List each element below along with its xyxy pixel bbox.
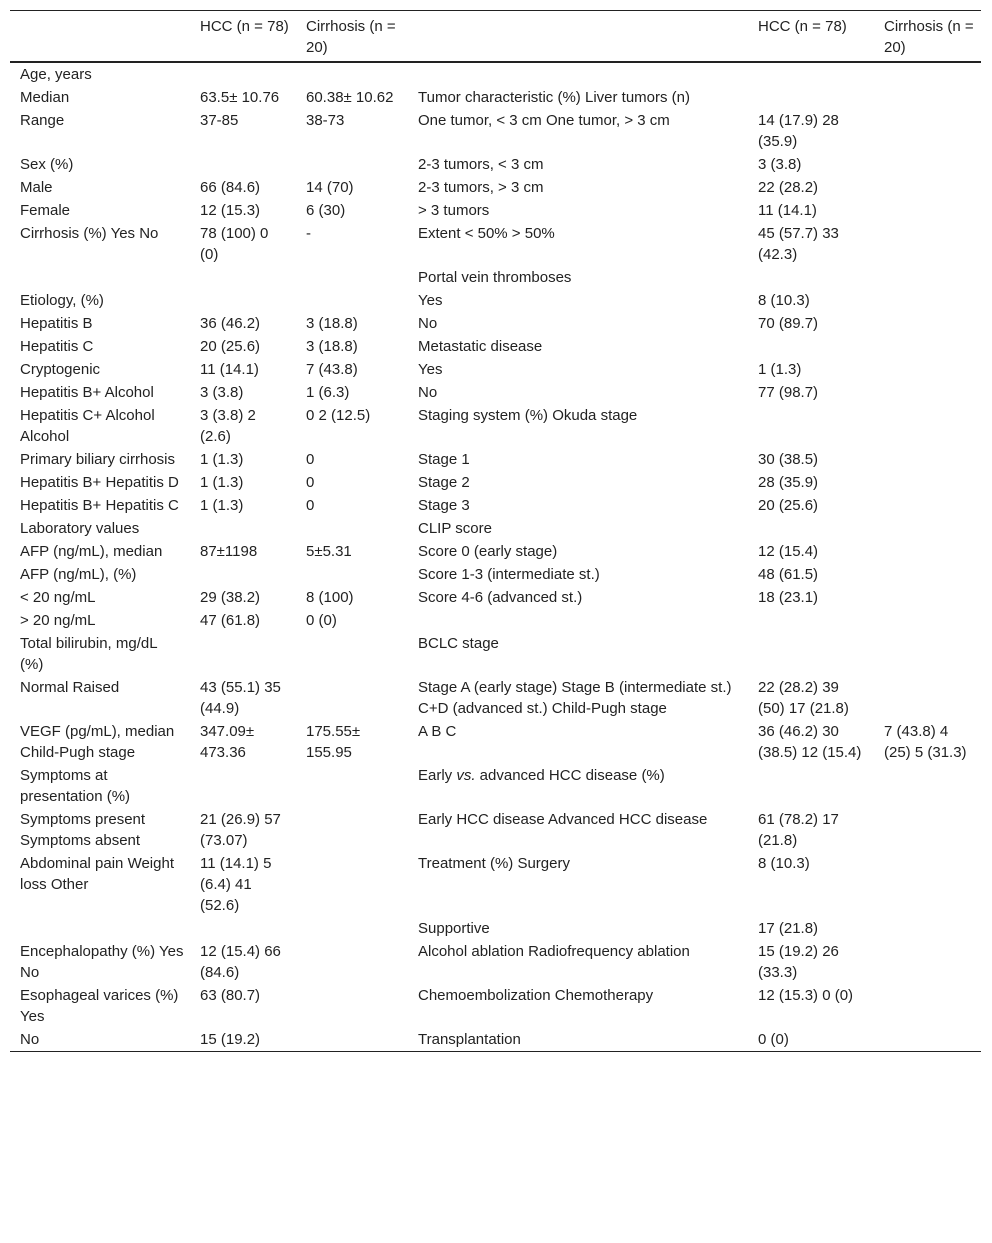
table-cell [874,199,981,222]
table-cell: Age, years [20,66,92,83]
table-cell [748,86,874,109]
table-cell: 3 (3.8) 2 (2.6) [200,407,256,445]
table-cell: 17 (21.8) [758,920,819,937]
table-cell: 78 (100) 0 (0) [200,225,269,263]
table-row [10,86,981,109]
table-cell: Score 0 (early stage) [418,543,558,560]
table-row [10,609,981,632]
table-cell: 15 (19.2) [200,1031,261,1048]
table-cell: Esophageal varices (%) Yes [20,987,179,1025]
table-cell: Chemoembolization Chemotherapy [418,987,654,1004]
table-cell: 43 (55.1) 35 (44.9) [200,679,281,717]
table-row [10,720,981,764]
table-cell: Cirrhosis (%) Yes No [20,225,159,242]
table-cell: Supportive [418,920,490,937]
table-cell [874,312,981,335]
table-cell: 45 (57.7) 33 (42.3) [758,225,839,263]
table-row [10,494,981,517]
table-cell: 5±5.31 [306,543,352,560]
table-cell: 3 (18.8) [306,315,358,332]
table-cell: 11 (14.1) [200,361,259,378]
table-row [10,335,981,358]
table-cell: Portal vein thromboses [418,269,572,286]
table-cell: A B C [418,723,457,740]
table-cell [296,62,408,86]
table-cell [874,563,981,586]
table-cell: 63.5± 10.76 [200,89,280,106]
table-cell: 3 (18.8) [306,338,358,355]
table-row [10,676,981,720]
table-cell: Score 1-3 (intermediate st.) [418,566,600,583]
table-cell [10,917,190,940]
table-cell [10,266,190,289]
table-cell: > 3 tumors [418,202,490,219]
table-cell: Stage A (early stage) Stage B (intermediate st.) C+D (advanced st.) Child-Pugh stage [418,679,732,717]
table-cell [874,494,981,517]
table-cell: 63 (80.7) [200,987,261,1004]
table-cell: 15 (19.2) 26 (33.3) [758,943,839,981]
table-cell [874,1028,981,1052]
table-cell: Hepatitis B+ Alcohol [20,384,154,401]
table-cell: 1 (1.3) [200,497,244,514]
table-cell: Hepatitis C+ Alcohol Alcohol [20,407,155,445]
table-row [10,632,981,676]
table-cell: Cryptogenic [20,361,101,378]
table-cell: 0 (0) [758,1031,789,1048]
table-row [10,984,981,1028]
table-cell: No [20,1031,40,1048]
table-cell: Primary biliary cirrhosis [20,451,176,468]
table-cell [190,266,296,289]
table-cell: Normal Raised [20,679,120,696]
table-row [10,289,981,312]
table-cell: 77 (98.7) [758,384,819,401]
table-cell [874,471,981,494]
table-cell: Transplantation [418,1031,521,1048]
table-row [10,153,981,176]
table-cell [874,517,981,540]
table-cell [874,153,981,176]
table-row [10,540,981,563]
table-cell [874,609,981,632]
table-row [10,62,981,86]
table-cell [296,563,408,586]
table-row [10,448,981,471]
table-cell: 36 (46.2) 30 (38.5) 12 (15.4) [758,723,862,761]
table-cell: 28 (35.9) [758,474,819,491]
table-cell [874,86,981,109]
table-cell [874,632,981,676]
table-row [10,381,981,404]
table-cell: Early HCC disease Advanced HCC disease [418,811,708,828]
table-cell [874,176,981,199]
table-cell: - [306,225,311,242]
table-cell [296,917,408,940]
table-cell: CLIP score [418,520,492,537]
table-cell: 0 2 (12.5) [306,407,371,424]
table-row [10,176,981,199]
table-cell: Male [20,179,53,196]
table-cell: 12 (15.3) 0 (0) [758,987,854,1004]
table-cell [874,381,981,404]
table-row [10,404,981,448]
table-row [10,517,981,540]
header-cell: Cirrhosis (n = 20) [884,18,974,56]
table-row [10,358,981,381]
table-cell [874,358,981,381]
table-cell: Range [20,112,65,129]
table-cell: 22 (28.2) 39 (50) 17 (21.8) [758,679,849,717]
header-cell [408,11,748,63]
table-cell [874,335,981,358]
table-cell: 7 (43.8) 4 (25) 5 (31.3) [884,723,967,761]
table-cell: Metastatic disease [418,338,543,355]
table-row [10,266,981,289]
table-cell [296,632,408,676]
table-cell: 8 (10.3) [758,855,810,872]
table-cell: BCLC stage [418,635,499,652]
table-cell [190,563,296,586]
table-cell [296,764,408,808]
table-cell [748,632,874,676]
table-cell: 29 (38.2) [200,589,261,606]
table-cell: 66 (84.6) [200,179,261,196]
table-cell [748,517,874,540]
table-cell: Female [20,202,71,219]
table-cell [190,517,296,540]
table-cell [874,448,981,471]
table-cell: 1 (1.3) [758,361,802,378]
table-cell: Staging system (%) Okuda stage [418,407,638,424]
table-cell: 21 (26.9) 57 (73.07) [200,811,281,849]
header-row [10,11,981,63]
table-cell: 3 (3.8) [758,156,802,173]
table-cell: Etiology, (%) [20,292,104,309]
table-row [10,471,981,494]
table-cell: AFP (ng/mL), (%) [20,566,137,583]
table-cell [748,764,874,808]
table-cell: 11 (14.1) [758,202,817,219]
table-row [10,852,981,917]
table-cell: 8 (100) [306,589,354,606]
table-cell: AFP (ng/mL), median [20,543,163,560]
table-cell [874,289,981,312]
table-cell: 60.38± 10.62 [306,89,394,106]
table-cell: 61 (78.2) 17 (21.8) [758,811,839,849]
table-cell [190,62,296,86]
data-table-container [10,10,981,1052]
table-cell: One tumor, < 3 cm One tumor, > 3 cm [418,112,670,129]
hcc-cirrhosis-table [10,10,981,1052]
table-cell [874,917,981,940]
table-cell: 0 [306,474,315,491]
table-cell: Tumor characteristic (%) Liver tumors (n) [418,89,690,106]
table-cell [190,917,296,940]
header-cell: HCC (n = 78) [200,18,289,35]
table-body [10,62,981,1052]
table-cell: 6 (30) [306,202,346,219]
table-cell: 8 (10.3) [758,292,810,309]
table-cell: Median [20,89,70,106]
table-cell: 0 (0) [306,612,337,629]
table-cell [874,586,981,609]
table-cell [296,852,408,917]
table-cell: Stage 1 [418,451,470,468]
table-cell [874,62,981,86]
table-cell: 175.55± 155.95 [306,723,361,761]
table-cell: 20 (25.6) [200,338,261,355]
table-cell [874,764,981,808]
table-cell: 12 (15.3) [200,202,261,219]
table-cell: 14 (70) [306,179,354,196]
table-cell [190,764,296,808]
table-cell: Symptoms present Symptoms absent [20,811,146,849]
table-cell: Stage 2 [418,474,470,491]
table-cell: 20 (25.6) [758,497,819,514]
table-cell: Sex (%) [20,156,74,173]
table-cell [408,62,748,86]
table-cell: 47 (61.8) [200,612,261,629]
table-cell: Hepatitis B+ Hepatitis D [20,474,179,491]
table-cell [190,289,296,312]
table-cell: 48 (61.5) [758,566,819,583]
table-cell: VEGF (pg/mL), median Child-Pugh stage [20,723,175,761]
table-cell: Yes [418,361,443,378]
table-cell: 38-73 [306,112,345,129]
table-cell: Yes [418,292,443,309]
table-cell [296,808,408,852]
table-cell [874,676,981,720]
table-cell [874,266,981,289]
table-row [10,109,981,153]
table-cell [874,404,981,448]
table-cell: 1 (1.3) [200,451,244,468]
table-cell [874,852,981,917]
table-cell: 0 [306,497,315,514]
table-cell: Hepatitis B+ Hepatitis C [20,497,179,514]
table-row [10,917,981,940]
header-cell: HCC (n = 78) [758,18,847,35]
table-cell [296,153,408,176]
table-row [10,199,981,222]
table-row [10,563,981,586]
table-cell: 12 (15.4) [758,543,819,560]
table-row [10,222,981,266]
table-cell: Abdominal pain Weight loss Other [20,855,174,893]
table-row [10,940,981,984]
table-cell [874,940,981,984]
header-cell [10,11,190,63]
table-cell: 0 [306,451,315,468]
table-cell [296,984,408,1028]
table-cell: Treatment (%) Surgery [418,855,570,872]
table-cell: 18 (23.1) [758,589,819,606]
table-cell: 11 (14.1) 5 (6.4) 41 (52.6) [200,855,272,914]
table-cell: 2-3 tumors, > 3 cm [418,179,544,196]
table-cell [296,676,408,720]
table-cell [296,266,408,289]
table-cell [408,609,748,632]
table-cell: 36 (46.2) [200,315,261,332]
table-cell [190,632,296,676]
table-cell: Early vs. advanced HCC disease (%) [418,767,665,784]
table-cell: 12 (15.4) 66 (84.6) [200,943,281,981]
table-cell: Extent < 50% > 50% [418,225,555,242]
table-cell: 30 (38.5) [758,451,819,468]
table-cell: 87±1198 [200,543,258,560]
table-row [10,312,981,335]
table-cell: Hepatitis C [20,338,94,355]
table-cell [748,266,874,289]
table-cell [874,808,981,852]
table-cell [296,1028,408,1052]
table-cell: Laboratory values [20,520,140,537]
table-cell: > 20 ng/mL [20,612,96,629]
table-cell [874,540,981,563]
table-cell: Total bilirubin, mg/dL (%) [20,635,158,673]
table-cell: No [418,384,438,401]
header-cell: Cirrhosis (n = 20) [306,18,396,56]
table-cell: Symptoms at presentation (%) [20,767,131,805]
table-cell [748,335,874,358]
table-cell: Hepatitis B [20,315,93,332]
table-cell [296,289,408,312]
table-cell [748,609,874,632]
table-cell: 37-85 [200,112,239,129]
table-row [10,1028,981,1052]
table-cell [190,153,296,176]
table-cell [748,404,874,448]
table-cell: 3 (3.8) [200,384,244,401]
table-cell [874,984,981,1028]
table-cell [874,222,981,266]
table-cell: Alcohol ablation Radiofrequency ablation [418,943,690,960]
table-cell [748,62,874,86]
table-cell: 1 (1.3) [200,474,244,491]
table-cell [296,940,408,984]
table-cell: 347.09± 473.36 [200,723,255,761]
table-cell: 1 (6.3) [306,384,350,401]
table-cell: 2-3 tumors, < 3 cm [418,156,544,173]
table-row [10,764,981,808]
table-row [10,808,981,852]
table-cell: < 20 ng/mL [20,589,96,606]
table-row [10,586,981,609]
table-cell: 14 (17.9) 28 (35.9) [758,112,839,150]
table-cell: Score 4-6 (advanced st.) [418,589,583,606]
table-cell: 7 (43.8) [306,361,358,378]
table-cell: 22 (28.2) [758,179,819,196]
table-cell: 70 (89.7) [758,315,819,332]
table-cell: Stage 3 [418,497,470,514]
table-cell [296,517,408,540]
table-cell: No [418,315,438,332]
table-cell [874,109,981,153]
table-cell: Encephalopathy (%) Yes No [20,943,184,981]
